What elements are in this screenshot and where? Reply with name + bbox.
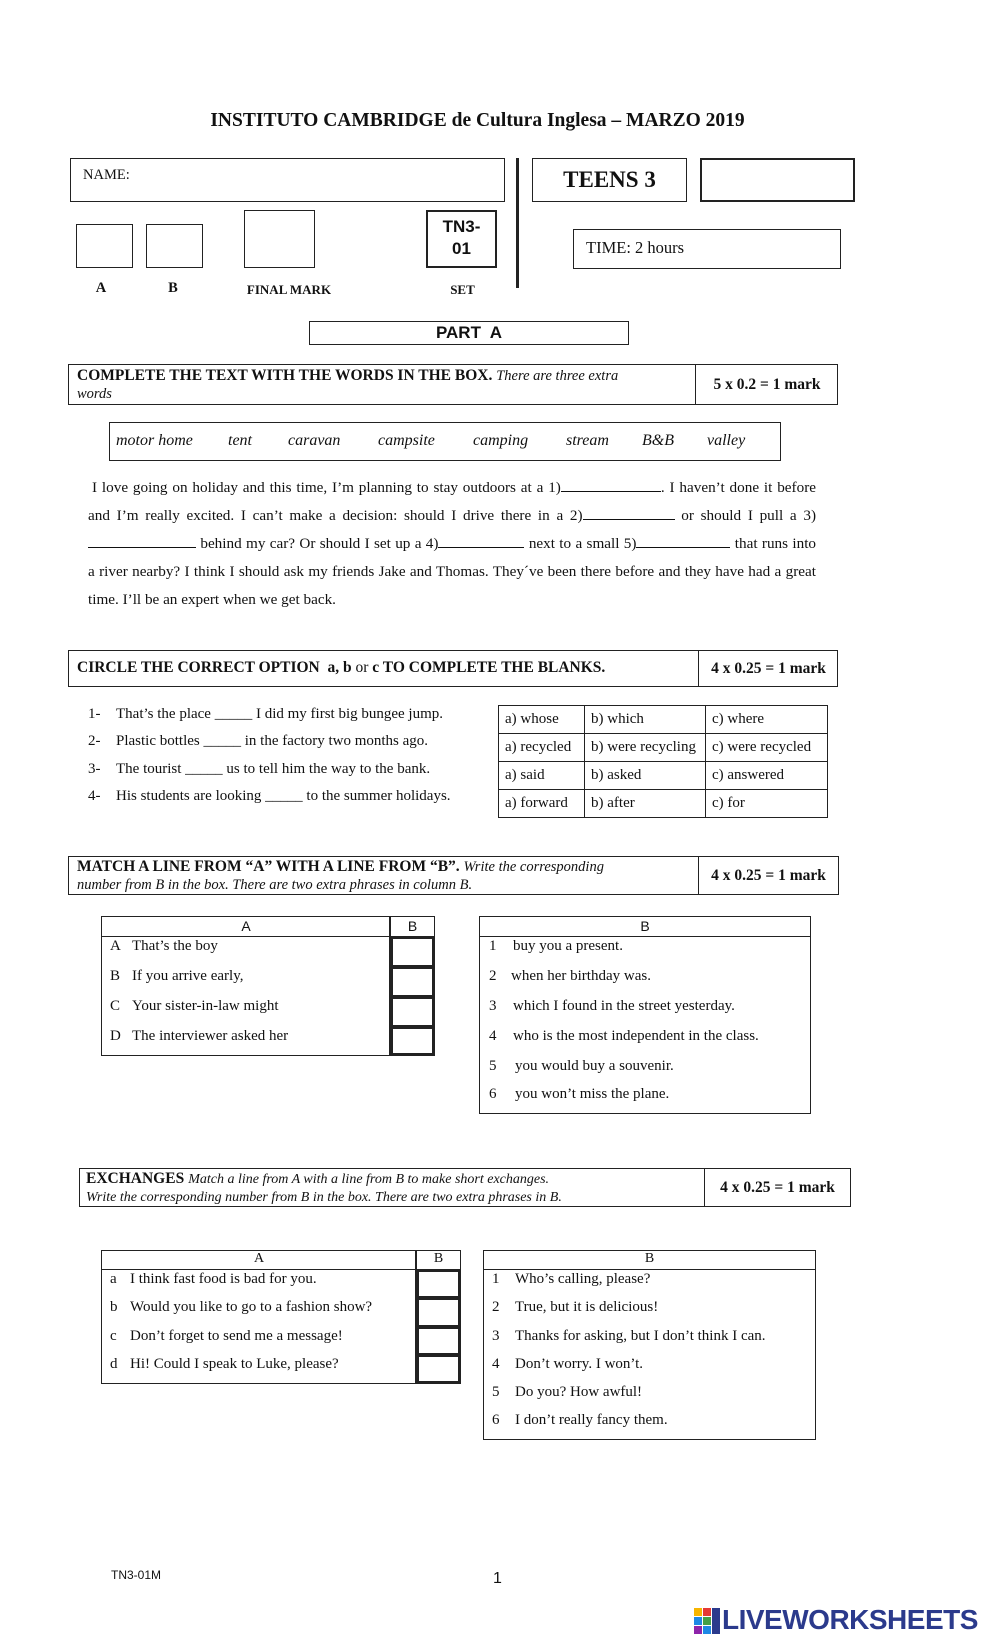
option-b[interactable]: b) asked <box>585 762 706 790</box>
label-a: A <box>95 280 107 296</box>
match-b-item: 1 buy you a present. <box>489 938 623 954</box>
option-a[interactable]: a) recycled <box>499 734 585 762</box>
question-number: 3- <box>88 761 101 777</box>
answer-box[interactable] <box>417 1327 460 1355</box>
header-divider <box>516 158 519 288</box>
section4-score: 4 x 0.25 = 1 mark <box>704 1169 850 1206</box>
section2-letter-c: c <box>372 659 380 676</box>
answer-box[interactable] <box>417 1298 460 1327</box>
score-a-box[interactable] <box>76 224 133 268</box>
column-b-header: B <box>407 918 418 934</box>
liveworksheets-icon <box>692 1606 722 1636</box>
label-b: B <box>168 280 178 296</box>
question-text: Plastic bottles _____ in the factory two months ago. <box>116 733 429 749</box>
section3-instruction-note: Write the corresponding <box>463 859 604 875</box>
final-mark-box[interactable] <box>244 210 315 268</box>
section1-score: 5 x 0.2 = 1 mark <box>695 365 838 404</box>
match-a-item: A That’s the boy <box>110 938 218 954</box>
option-a[interactable]: a) whose <box>499 706 585 734</box>
cloze-text: . I haven’t done it before and I’m really excited. I can’t make a decision: should I drive there in a 2) <box>88 479 816 524</box>
answer-box[interactable] <box>391 967 434 997</box>
time-label: TIME: 2 hours <box>586 238 685 257</box>
word-box-item: campsite <box>378 432 435 449</box>
option-c[interactable]: c) where <box>706 706 828 734</box>
question-text: His students are looking _____ to the summer holidays. <box>116 788 451 804</box>
level-score-field[interactable] <box>700 158 855 202</box>
section4-instruction-note-2: Write the corresponding number from B in the box. There are two extra phrases in B. <box>86 1190 562 1205</box>
section3-score: 4 x 0.25 = 1 mark <box>698 857 838 894</box>
section3-instructions <box>68 856 839 895</box>
question-3 <box>88 761 430 778</box>
question-number: 4- <box>88 788 101 804</box>
options-row <box>499 706 828 734</box>
word-box-item: stream <box>566 432 609 449</box>
blank-3[interactable] <box>88 533 196 548</box>
word-box-item: motor home <box>116 432 193 449</box>
column-a-header: A <box>241 918 251 934</box>
column-b-header: B <box>433 1251 444 1266</box>
blank-5[interactable] <box>636 533 730 548</box>
options-row <box>499 790 828 818</box>
exchange-a-item: d Hi! Could I speak to Luke, please? <box>110 1356 339 1372</box>
exchange-b-item: 2 True, but it is delicious! <box>492 1299 659 1315</box>
exchange-a-item: c Don’t forget to send me a message! <box>110 1328 343 1344</box>
name-field[interactable] <box>70 158 505 202</box>
question-text: The tourist _____ us to tell him the way to the bank. <box>116 761 431 777</box>
exchange-b-item: 4 Don’t worry. I won’t. <box>492 1356 644 1372</box>
options-row <box>499 734 828 762</box>
word-box-item: B&B <box>642 432 674 449</box>
section4-instructions <box>79 1168 851 1207</box>
option-a[interactable]: a) said <box>499 762 585 790</box>
cloze-text: or should I pull a 3) <box>681 507 816 524</box>
blank-1[interactable] <box>561 477 661 492</box>
answer-box[interactable] <box>391 997 434 1027</box>
cloze-text: that runs into a river nearby? I think I should ask my friends Jake and Thomas. They´ve been there before and they have had a great time. I’ll be an expert when we get back. <box>88 535 817 608</box>
section2-instruction-2: TO COMPLETE THE BLANKS. <box>382 659 606 676</box>
set-code-box: TN3- 01 <box>426 210 497 268</box>
option-b[interactable]: b) which <box>585 706 706 734</box>
answer-box[interactable] <box>417 1270 460 1298</box>
footer-code: TN3-01M <box>111 1568 162 1582</box>
question-number: 2- <box>88 733 101 749</box>
question-4 <box>88 788 451 805</box>
score-b-box[interactable] <box>146 224 203 268</box>
section4-instruction: EXCHANGES <box>86 1170 185 1187</box>
liveworksheets-logo[interactable] <box>692 1604 992 1638</box>
section3-instruction: MATCH A LINE FROM “A” WITH A LINE FROM “B”. <box>77 858 460 875</box>
question-2 <box>88 733 428 750</box>
section2-or: or <box>355 659 369 676</box>
match-column-b <box>479 916 811 1114</box>
section4-instruction-note: Match a line from A with a line from B to make short exchanges. <box>188 1172 550 1187</box>
options-row <box>499 762 828 790</box>
word-box-item: camping <box>473 432 529 449</box>
answer-box[interactable] <box>391 1027 434 1055</box>
word-box-item: valley <box>707 432 746 449</box>
match-column-a <box>101 916 435 1056</box>
exchange-column-a <box>101 1250 461 1384</box>
section1-instruction-note: There are three extra <box>496 368 619 384</box>
time-box <box>573 229 841 269</box>
option-c[interactable]: c) for <box>706 790 828 818</box>
option-b[interactable]: b) were recycling <box>585 734 706 762</box>
match-b-item: 5 you would buy a souvenir. <box>489 1058 674 1074</box>
label-set: SET <box>450 282 475 297</box>
column-b-title: B <box>644 1251 655 1266</box>
blank-4[interactable] <box>438 533 524 548</box>
column-a-header: A <box>253 1251 265 1266</box>
cloze-text: next to a small 5) <box>528 535 637 552</box>
question-text: That’s the place _____ I did my first big bungee jump. <box>116 706 444 722</box>
answer-box[interactable] <box>391 937 434 967</box>
label-final-mark: FINAL MARK <box>246 282 332 297</box>
exchange-a-item: a I think fast food is bad for you. <box>110 1271 317 1287</box>
cloze-paragraph <box>88 474 816 614</box>
section2-letter-b: b <box>343 659 352 676</box>
match-b-item: 6 you won’t miss the plane. <box>489 1086 670 1102</box>
question-number: 1- <box>88 706 101 722</box>
answer-box[interactable] <box>417 1355 460 1383</box>
exchange-b-item: 6 I don’t really fancy them. <box>492 1412 668 1428</box>
section2-instructions: CIRCLE THE CORRECT OPTION a, b or c TO COMPLETE THE BLANKS. 4 x 0.25 = 1 mark <box>68 650 838 687</box>
section1-instruction: COMPLETE THE TEXT WITH THE WORDS IN THE BOX. <box>77 367 493 384</box>
blank-2[interactable] <box>583 505 675 520</box>
exchange-b-item: 1 Who’s calling, please? <box>492 1271 651 1287</box>
liveworksheets-brand: LIVEWORKSHEETS <box>722 1604 978 1635</box>
word-box <box>109 422 781 461</box>
exchange-b-item: 5 Do you? How awful! <box>492 1384 643 1400</box>
section1-instruction-note-2: words <box>77 386 112 402</box>
options-table <box>498 705 828 818</box>
option-b[interactable]: b) after <box>585 790 706 818</box>
level-box: TEENS 3 <box>532 158 687 202</box>
question-1 <box>88 706 443 723</box>
section2-score: 4 x 0.25 = 1 mark <box>698 651 838 686</box>
match-a-item: D The interviewer asked her <box>110 1028 289 1044</box>
section1-instructions <box>68 364 838 405</box>
word-box-item: caravan <box>288 432 341 449</box>
cloze-text: I love going on holiday and this time, I’m planning to stay outdoors at a 1) <box>92 479 561 496</box>
name-label: NAME: <box>83 167 130 183</box>
part-a-title: PART A <box>309 321 629 345</box>
section2-instruction: CIRCLE THE CORRECT OPTION <box>77 659 320 676</box>
section3-instruction-note-2: number from B in the box. There are two extra phrases in column B. <box>77 877 473 893</box>
match-b-item: 3 which I found in the street yesterday. <box>489 998 735 1014</box>
section2-letter-a: a <box>327 659 336 676</box>
option-c[interactable]: c) were recycled <box>706 734 828 762</box>
match-a-item: C Your sister-in-law might <box>110 998 279 1014</box>
match-a-item: B If you arrive early, <box>110 968 244 984</box>
option-a[interactable]: a) forward <box>499 790 585 818</box>
match-b-item: 4 who is the most independent in the class. <box>489 1028 759 1044</box>
match-b-item: 2 when her birthday was. <box>489 968 651 984</box>
column-b-title: B <box>640 918 650 934</box>
page-number: 1 <box>493 1570 502 1587</box>
exchange-a-item: b Would you like to go to a fashion show? <box>110 1299 373 1315</box>
exchange-b-item: 3 Thanks for asking, but I don’t think I can. <box>492 1328 766 1344</box>
page-title: INSTITUTO CAMBRIDGE de Cultura Inglesa – MARZO 2019 <box>210 110 745 131</box>
option-c[interactable]: c) answered <box>706 762 828 790</box>
cloze-text: behind my car? Or should I set up a 4) <box>200 535 439 552</box>
exchange-column-b <box>483 1250 816 1440</box>
word-box-item: tent <box>228 432 252 449</box>
